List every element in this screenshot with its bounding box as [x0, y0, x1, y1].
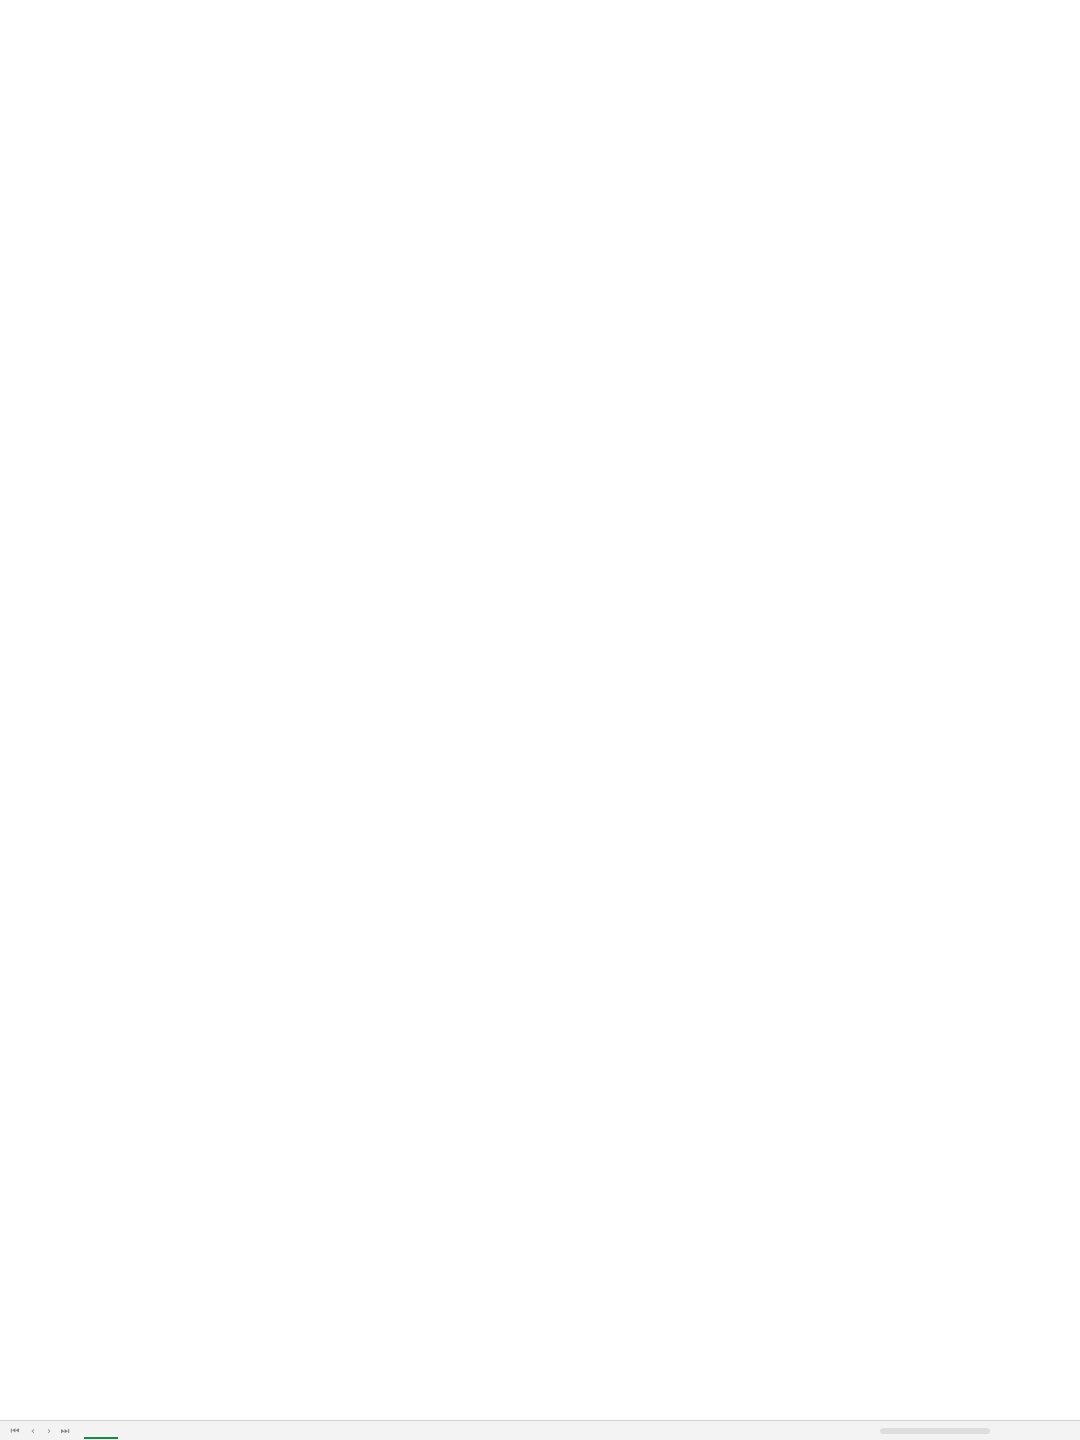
sheet-tab-copyright[interactable] — [124, 1423, 168, 1439]
sheet-tab-bar — [0, 1420, 1080, 1440]
first-sheet-icon[interactable]: ⏮ — [10, 1425, 20, 1437]
last-sheet-icon[interactable]: ⏭ — [60, 1425, 70, 1437]
add-sheet-button[interactable] — [174, 1423, 190, 1439]
sheet-tab-main[interactable] — [84, 1423, 118, 1439]
horizontal-scrollbar[interactable] — [880, 1428, 990, 1434]
next-sheet-icon[interactable]: › — [47, 1425, 51, 1437]
prev-sheet-icon[interactable]: ‹ — [31, 1425, 35, 1437]
